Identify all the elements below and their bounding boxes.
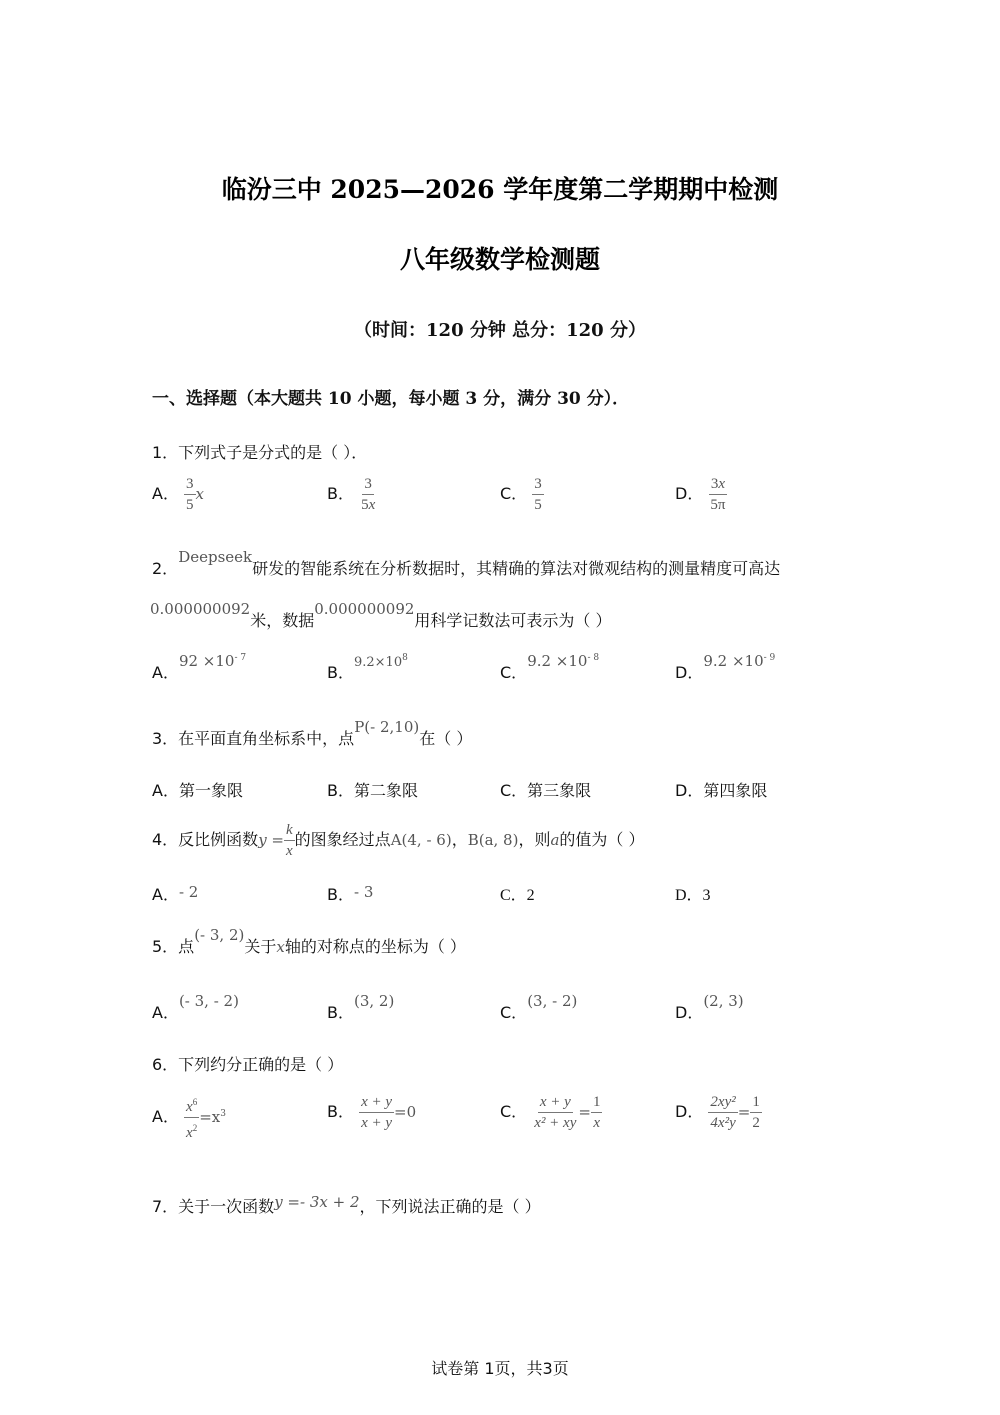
exam-subtitle: 八年级数学检测题 bbox=[399, 245, 600, 274]
q4-options bbox=[152, 882, 852, 942]
question-5: 5．点(- 3, 2)关于x轴的对称点的坐标为（ ） bbox=[152, 926, 466, 956]
question-2-line-1: 2．Deepseek研发的智能系统在分析数据时，其精确的算法对微观结构的测量精度可高达 bbox=[152, 548, 781, 578]
q5-option-d: D．(2, 3) bbox=[675, 992, 744, 1022]
q4-option-d: D．3 bbox=[675, 887, 711, 904]
q3-option-c: C．第三象限 bbox=[500, 781, 592, 800]
q5-options bbox=[152, 992, 852, 1060]
question-1: 1．下列式子是分式的是（ ）． bbox=[152, 443, 368, 462]
q5-option-c: C．(3, - 2) bbox=[500, 992, 578, 1022]
q2-brand: Deepseek bbox=[178, 548, 253, 566]
q4-option-c: C．2 bbox=[500, 887, 535, 904]
exam-title: 临汾三中 2025—2026 学年度第二学期期中检测 bbox=[221, 175, 779, 204]
q6-option-d: D． $\frac{\text{2xy²}}{\text{4x²y}}$ = $\frac{1}{2}$ bbox=[675, 1094, 760, 1131]
q3-option-d: D．第四象限 bbox=[675, 781, 768, 800]
q7-function: y =- 3x + 2 bbox=[274, 1193, 360, 1211]
q4-point-a: A(4, - 6) bbox=[390, 831, 452, 849]
q3-point: P(- 2,10) bbox=[354, 718, 420, 736]
q2-options bbox=[152, 652, 852, 720]
question-6: 6．下列约分正确的是（ ） bbox=[152, 1055, 344, 1074]
q1-option-b: B． $\frac{3}{5x}$ bbox=[327, 476, 376, 513]
question-3: 3．在平面直角坐标系中，点P(- 2,10)在（ ） bbox=[152, 718, 473, 748]
q2-option-d: D．$9.2 \times 10^{- 9}$ bbox=[675, 652, 776, 682]
question-7: 7．关于一次函数y =- 3x + 2，下列说法正确的是（ ） bbox=[152, 1193, 541, 1216]
section-heading: 一、选择题（本大题共 10 小题，每小题 3 分，满分 30 分）． bbox=[152, 389, 630, 409]
q6-option-b: B． $\frac{x + y}{x + y}$ =0 bbox=[327, 1094, 417, 1131]
q4-option-b: B．- 3 bbox=[327, 883, 374, 904]
q1-option-a: A． $\frac{3}{5}$ x bbox=[152, 476, 205, 513]
time-info: （时间：120 分钟 总分：120 分） bbox=[354, 320, 646, 341]
page-footer: 试卷第 1页，共3页 bbox=[431, 1359, 569, 1378]
q1-option-c: C． $\frac{3}{5}$ bbox=[500, 476, 542, 513]
q1-options bbox=[152, 474, 852, 534]
q3-option-b: B．第二象限 bbox=[327, 781, 418, 800]
q5-option-a: A．(- 3, - 2) bbox=[152, 992, 239, 1022]
q2-option-b: B．$^{9.2\times 10^8}$ bbox=[327, 653, 408, 682]
q5-option-b: B．(3, 2) bbox=[327, 992, 395, 1022]
q6-option-c: C． $\frac{x + y}{\text{x² + xy}}$ = $\frac{1}{x}$ bbox=[500, 1094, 601, 1131]
q5-point: (- 3, 2) bbox=[194, 926, 245, 944]
q2-option-a: A．$92 \times 10^{- 7}$ bbox=[152, 652, 247, 682]
q6-option-a: A． $\frac{x^6}{x^2}$ $=x^3$ bbox=[152, 1092, 226, 1143]
q4-option-a: A．- 2 bbox=[152, 883, 199, 904]
q2-option-c: C．$9.2 \times 10^{- 8}$ bbox=[500, 652, 600, 682]
question-2-line-2: 0.000000092米，数据0.000000092用科学记数法可表示为（ ） bbox=[150, 600, 612, 630]
q4-point-b: B(a, 8) bbox=[467, 831, 519, 849]
question-4: 4．反比例函数y = $\frac{k}{x}$ 的图象经过点A(4, - 6)，B(a, 8)，则a的值为（ ） bbox=[152, 822, 645, 859]
q1-option-d: D． $\frac{3x}{5\pi}$ bbox=[675, 476, 726, 513]
q3-option-a: A．第一象限 bbox=[152, 781, 243, 800]
q6-options bbox=[152, 1092, 852, 1152]
